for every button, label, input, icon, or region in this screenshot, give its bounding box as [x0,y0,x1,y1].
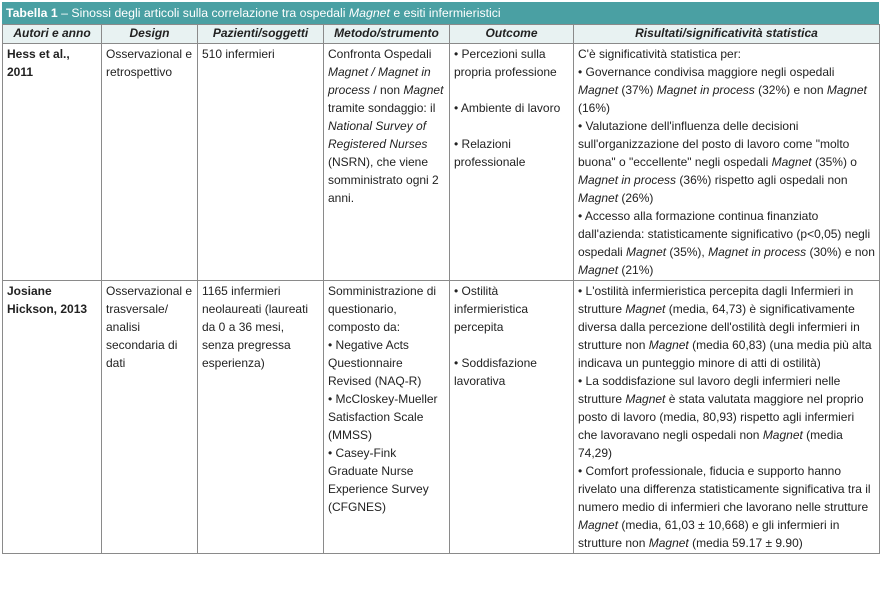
caption-italic: Magnet [348,6,390,20]
method-item: • Negative Acts Questionnaire Revised (NAQ-R) [328,338,422,388]
outcome-item: • Ambiente di lavoro [454,101,561,115]
header-row [3,25,880,44]
outcome-item: • Percezioni sulla propria professione [454,47,557,79]
author-cell: Josiane Hickson, 2013 [3,281,102,554]
outcome-cell [450,281,574,554]
result-item: • L'ostilità infermieristica percepita dagli Infermieri in strutture Magnet (media, 64,73) è significativamente diversa dalla percezione dell'ostilità degli infermieri in strutture non Magnet (media 60,83) (una media più alta indicava un punteggio minore di atti di ostilità) [578,284,872,370]
subjects-cell: 510 infermieri [198,44,324,281]
synopsis-table [2,24,880,554]
result-item: • Accesso alla formazione continua finanziato dall'azienda: statisticamente significativo (p<0,05) negli ospedali Magnet (35%), Magnet in process (30%) e non Magnet (21%) [578,209,875,277]
header-results: Risultati/significatività statistica [574,25,880,44]
outcome-cell [450,44,574,281]
caption-text-end: e esiti infermieristici [389,6,501,20]
header-method: Metodo/strumento [324,25,450,44]
header-outcome: Outcome [450,25,574,44]
method-intro: Somministrazione di questionario, composto da: [328,284,437,334]
result-item: • Valutazione dell'influenza delle decisioni sull'organizzazione del posto di lavoro come "molto buona" o "eccellente" negli ospedali Magnet (35%) o Magnet in process (36%) rispetto agli ospedali non Magnet (26%) [578,119,857,205]
results-cell [574,44,880,281]
result-item: • La soddisfazione sul lavoro degli infermieri nelle strutture Magnet è stata valutata maggiore nel proprio posto di lavoro (media, 80,93) rispetto agli infermieri che lavoravano negli ospedali non Magnet (media 74,29) [578,374,864,460]
outcome-item: • Relazioni professionale [454,137,526,169]
header-subjects: Pazienti/soggetti [198,25,324,44]
method-item: • Casey-Fink Graduate Nurse Experience Survey (CFGNES) [328,446,429,514]
outcome-item: • Ostilità infermieristica percepita [454,284,529,334]
header-authors: Autori e anno [3,25,102,44]
caption-label: Tabella 1 [6,6,58,20]
result-item: • Comfort professionale, fiducia e supporto hanno rivelato una differenza statisticamente significativa tra il numero medio di infermieri che lavorano nelle strutture Magnet (media, 61,03 ± 10,668) e gli infermieri in strutture non Magnet (media 59.17 ± 9.90) [578,464,871,550]
header-design: Design [102,25,198,44]
design-cell: Osservazional e retrospettivo [102,44,198,281]
caption-text: – Sinossi degli articoli sulla correlazione tra ospedali [57,6,349,20]
subjects-cell: 1165 infermieri neolaureati (laureati da 0 a 36 mesi, senza pregressa esperienza) [198,281,324,554]
results-cell [574,281,880,554]
table-row [3,281,880,554]
results-intro: C'è significatività statistica per: [578,47,742,61]
method-cell [324,281,450,554]
result-item: • Governance condivisa maggiore negli ospedali Magnet (37%) Magnet in process (32%) e non Magnet (16%) [578,65,867,115]
method-item: • McCloskey-Mueller Satisfaction Scale (MMSS) [328,392,438,442]
table-caption [2,2,879,24]
method-cell: Confronta Ospedali Magnet / Magnet in process / non Magnet tramite sondaggio: il National Survey of Registered Nurses (NSRN), che viene somministrato ogni 2 anni. [324,44,450,281]
outcome-item: • Soddisfazione lavorativa [454,356,537,388]
synopsis-table-wrapper [2,2,879,554]
author-cell: Hess et al., 2011 [3,44,102,281]
table-row [3,44,880,281]
design-cell: Osservazional e trasversale/ analisi secondaria di dati [102,281,198,554]
